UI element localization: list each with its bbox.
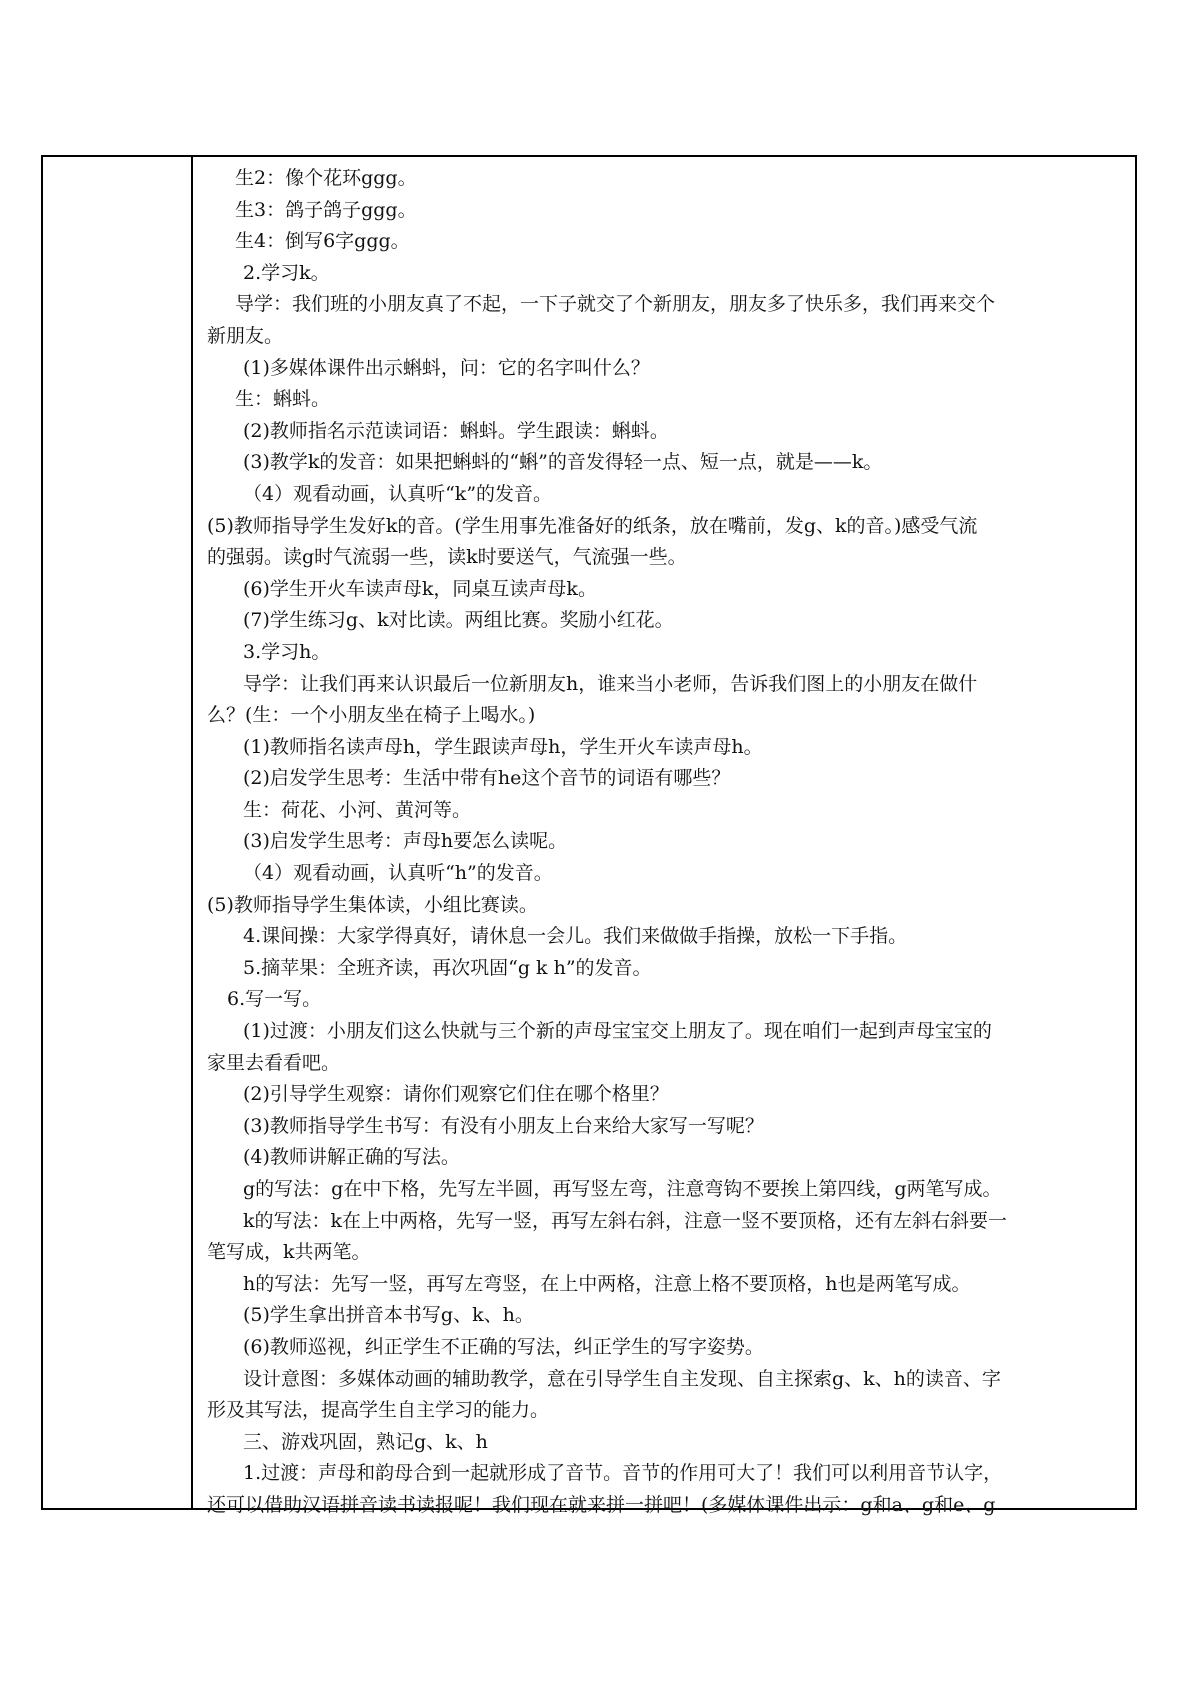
text-line: 的强弱。读g时气流弱一些，读k时要送气，气流强一些。 — [207, 546, 687, 569]
text-line: (1)教师指名读声母h，学生跟读声母h，学生开火车读声母h。 — [243, 735, 763, 758]
text-line: 三、游戏巩固，熟记g、k、h — [243, 1430, 488, 1453]
text-line: (3)教师指导学生书写：有没有小朋友上台来给大家写一写呢？ — [243, 1114, 764, 1137]
text-line: 生：蝌蚪。 — [235, 388, 331, 411]
text-line: （4）观看动画，认真听“h”的发音。 — [243, 862, 553, 885]
text-line: 1.过渡：声母和韵母合到一起就形成了音节。音节的作用可大了！我们可以利用音节认字， — [243, 1462, 1003, 1485]
text-line: 3.学习h。 — [243, 640, 331, 663]
text-line: (6)教师巡视，纠正学生不正确的写法，纠正学生的写字姿势。 — [243, 1335, 764, 1358]
text-line: (2)教师指名示范读词语：蝌蚪。学生跟读：蝌蚪。 — [243, 419, 669, 442]
text-line: 导学：让我们再来认识最后一位新朋友h，谁来当小老师，告诉我们图上的小朋友在做什 — [243, 672, 978, 695]
text-line: 生4：倒写6字ggg。 — [235, 230, 410, 253]
text-line: 设计意图：多媒体动画的辅助教学，意在引导学生自主发现、自主探索g、k、h的读音、字 — [243, 1367, 1001, 1390]
text-line: (5)教师指导学生发好k的音。(学生用事先准备好的纸条，放在嘴前，发g、k的音。)感受气流 — [207, 514, 978, 537]
text-line: k的写法：k在上中两格，先写一竖，再写左斜右斜，注意一竖不要顶格，还有左斜右斜要一 — [243, 1209, 1008, 1232]
text-line: 新朋友。 — [207, 324, 284, 347]
text-line: 5.摘苹果：全班齐读，再次巩固“g k h”的发音。 — [243, 956, 652, 979]
text-line: (3)启发学生思考：声母h要怎么读呢。 — [243, 830, 568, 853]
text-line: 形及其写法，提高学生自主学习的能力。 — [207, 1399, 550, 1422]
text-line: 生：荷花、小河、黄河等。 — [243, 798, 472, 821]
lesson-table — [41, 155, 1137, 1516]
table-left-column — [43, 157, 193, 1508]
text-line: 还可以借助汉语拼音读书读报呢！我们现在就来拼一拼吧！(多媒体课件出示：g和a、g和e、g — [207, 1493, 996, 1516]
text-line: 家里去看看吧。 — [207, 1051, 341, 1074]
text-line: 2.学习k。 — [243, 261, 330, 284]
text-line: 笔写成，k共两笔。 — [207, 1241, 371, 1264]
text-line: 4.课间操：大家学得真好，请休息一会儿。我们来做做手指操，放松一下手指。 — [243, 925, 908, 948]
text-line: (1)多媒体课件出示蝌蚪，问：它的名字叫什么？ — [243, 356, 650, 379]
text-line: 生2：像个花环ggg。 — [235, 167, 417, 189]
text-line: (2)引导学生观察：请你们观察它们住在哪个格里？ — [243, 1083, 669, 1106]
text-line: 生3：鸽子鸽子ggg。 — [235, 198, 417, 221]
text-line: 么？(生：一个小朋友坐在椅子上喝水。) — [207, 704, 536, 727]
text-line: (2)启发学生思考：生活中带有he这个音节的词语有哪些？ — [243, 767, 731, 790]
text-line: (1)过渡：小朋友们这么快就与三个新的声母宝宝交上朋友了。现在咱们一起到声母宝宝的 — [243, 1020, 992, 1043]
text-line: (5)教师指导学生集体读，小组比赛读。 — [207, 893, 538, 916]
text-line: (7)学生练习g、k对比读。两组比赛。奖励小红花。 — [243, 609, 674, 632]
text-line: (6)学生开火车读声母k，同桌互读声母k。 — [243, 577, 597, 600]
table-content-column — [193, 157, 1135, 1516]
text-line: (5)学生拿出拼音本书写g、k、h。 — [243, 1304, 534, 1327]
text-line: (3)教学k的发音：如果把蝌蚪的“蝌”的音发得轻一点、短一点，就是——k。 — [243, 451, 883, 474]
text-line: h的写法：先写一竖，再写左弯竖，在上中两格，注意上格不要顶格，h也是两笔写成。 — [243, 1272, 971, 1295]
text-line: g的写法：g在中下格，先写左半圆，再写竖左弯，注意弯钩不要挨上第四线，g两笔写成。 — [243, 1178, 1002, 1200]
text-line: (4)教师讲解正确的写法。 — [243, 1146, 460, 1169]
text-line: （4）观看动画，认真听“k”的发音。 — [243, 482, 553, 505]
text-line: 导学：我们班的小朋友真了不起，一下子就交了个新朋友，朋友多了快乐多，我们再来交个 — [235, 293, 996, 316]
text-line: 6.写一写。 — [227, 988, 322, 1011]
